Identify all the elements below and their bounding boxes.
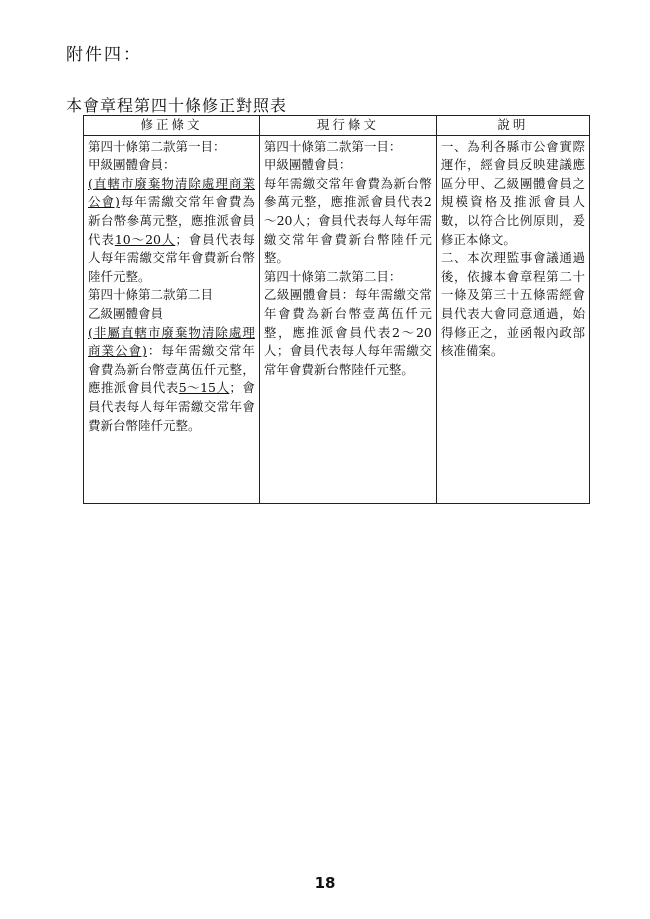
paragraph	[88, 156, 255, 175]
text-segment: 第四十條第二款第一目：	[88, 138, 226, 154]
header-amended: 修正條文	[84, 116, 260, 136]
text-segment: 乙級團體會員	[88, 305, 164, 321]
paragraph	[88, 324, 255, 436]
text-segment: ：每年需繳交常年會費為新台幣壹萬伍仟元整，應推派會員代表	[88, 343, 255, 396]
header-current: 現行條文	[259, 116, 436, 136]
text-segment: ；會員代表每人每年需繳交常年會費新台幣陸仟元整。	[88, 380, 255, 433]
text-segment: 每年需繳交常年會費為新台幣參萬元整，應推派會員代表2～20人；會員代表每人每年需繳交常年會費新台幣陸仟元整。	[263, 175, 432, 266]
text-segment: 第四十條第二款第二目：	[263, 268, 402, 284]
paragraph	[88, 138, 255, 157]
text-segment: 甲級團體會員：	[88, 157, 176, 173]
text-segment: 二、本次理監事會議通過後，依據本會章程第二十一條及第三十五條需經會員代表大會同意通過，始得修正之，並函報內政部核准備案。	[440, 250, 585, 359]
comparison-table	[83, 115, 590, 504]
text-segment: 每年需繳交常年會費為新台幣參萬元整，應推派會員代表	[88, 194, 255, 247]
header-explanation: 說明	[436, 116, 589, 136]
explanation-cell	[436, 135, 589, 503]
paragraph	[264, 268, 432, 287]
text-segment: 甲級團體會員：	[263, 157, 352, 173]
text-segment: 乙級團體會員：每年需繳交常年會費為新台幣壹萬伍仟元整，應推派會員代表2～20人；會員代表每人每年需繳交常年會費新台幣陸仟元整。	[263, 287, 432, 377]
text-segment: 第四十條第二款第一目：	[263, 138, 402, 154]
text-segment: ；會員代表每人每年需繳交常年會費新台幣陸仟元整。	[88, 231, 255, 284]
paragraph	[88, 175, 255, 287]
paragraph	[441, 249, 585, 361]
attachment-label: 附件四：	[66, 45, 142, 65]
underlined-text: (直轄市廢棄物清除處理商業公會)	[88, 175, 255, 210]
paragraph	[441, 138, 585, 250]
current-text-cell	[259, 135, 436, 503]
underlined-text: (非屬直轄市廢棄物清除處理商業公會)	[88, 324, 255, 359]
paragraph	[88, 286, 255, 305]
text-segment: 一、為利各縣市公會實際運作，經會員反映建議應區分甲、乙級團體會員之規模資格及推派會員人數，以符合比例原則，爰修正本條文。	[440, 138, 585, 247]
paragraph	[264, 286, 432, 379]
table-title: 本會章程第四十條修正對照表	[66, 96, 288, 115]
underlined-text: 5～15人	[178, 380, 230, 396]
paragraph	[88, 305, 255, 324]
text-segment: 第四十條第二款第二目	[88, 287, 214, 303]
paragraph	[264, 175, 432, 268]
paragraph	[264, 138, 432, 157]
table-row	[84, 135, 590, 503]
amended-text-cell	[84, 135, 260, 503]
underlined-text: 10～20人	[114, 231, 176, 247]
table-header-row	[84, 116, 590, 136]
page-number: 18	[314, 874, 336, 892]
paragraph	[264, 156, 432, 175]
